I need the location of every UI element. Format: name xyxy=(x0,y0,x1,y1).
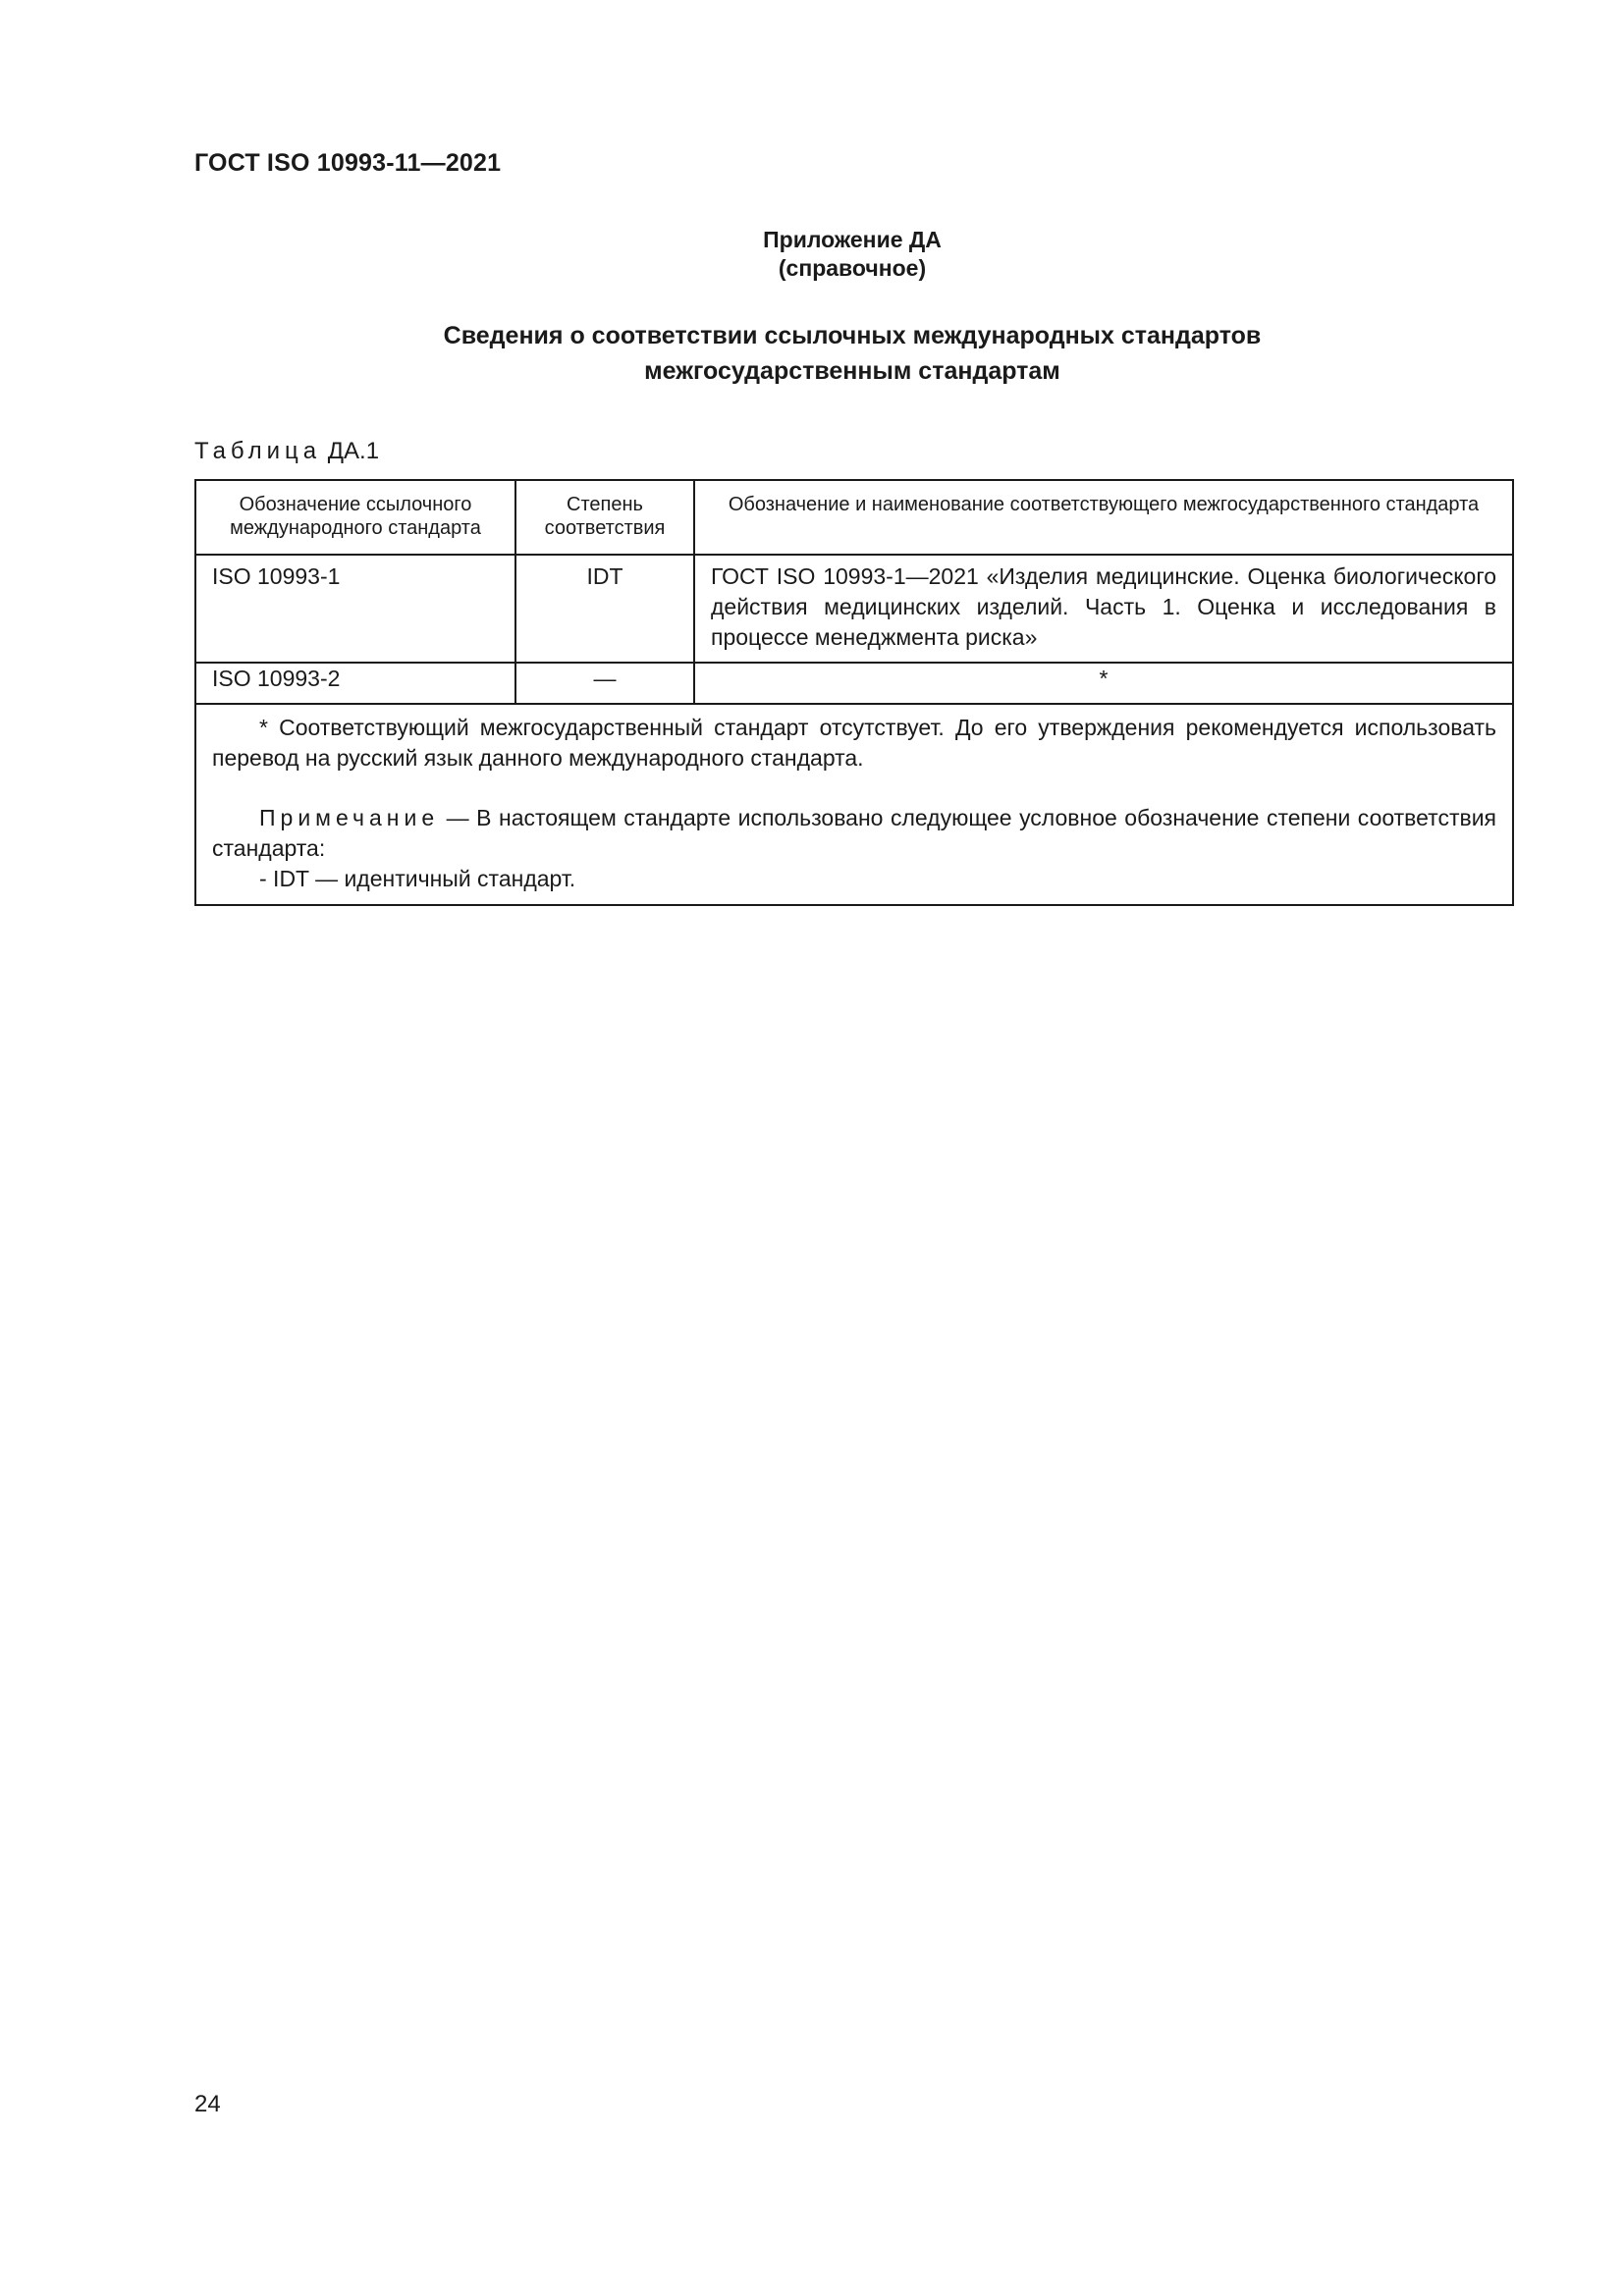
note-paragraph xyxy=(212,803,1496,864)
note-list-item: - IDT — идентичный стандарт. xyxy=(259,866,576,891)
cell-name: ГОСТ ISO 10993-1—2021 «Изделия медицинские. Оценка биологического действия медицинских изделий. Часть 1. Оценка и исследования в процессе менеджмента риска» xyxy=(694,555,1513,663)
table-header-row xyxy=(195,480,1513,555)
annex-heading xyxy=(194,318,1510,389)
column-header-ref: Обозначение ссылочного международного стандарта xyxy=(195,480,515,555)
annex-type: (справочное) xyxy=(778,255,927,281)
note-label: Примечание xyxy=(259,805,440,830)
note-text: — В настоящем стандарте использовано следующее условное обозначение степени соответствия стандарта: xyxy=(212,805,1496,861)
table-row xyxy=(195,555,1513,663)
table-footnote-row xyxy=(195,704,1513,905)
table-caption xyxy=(194,438,379,465)
column-header-degree: Степень соответствия xyxy=(515,480,694,555)
column-header-name: Обозначение и наименование соответствующего межгосударственного стандарта xyxy=(694,480,1513,555)
page-number: 24 xyxy=(194,2091,221,2117)
table-row xyxy=(195,663,1513,704)
cell-name: * xyxy=(694,663,1513,704)
cell-ref: ISO 10993-2 xyxy=(195,663,515,704)
annex-title: Приложение ДА xyxy=(763,227,942,252)
document-code: ГОСТ ISO 10993-11—2021 xyxy=(194,149,502,177)
table-caption-label: Таблица xyxy=(194,438,322,464)
annex-heading-line1: Сведения о соответствии ссылочных международных стандартов xyxy=(443,322,1262,349)
cell-degree: — xyxy=(515,663,694,704)
cell-ref: ISO 10993-1 xyxy=(195,555,515,663)
annex-header xyxy=(194,226,1510,283)
footnote-cell xyxy=(195,704,1513,905)
footnote-text: * Соответствующий межгосударственный стандарт отсутствует. До его утверждения рекомендуется использовать перевод на русский язык данного международного стандарта. xyxy=(212,715,1496,771)
annex-heading-line2: межгосударственным стандартам xyxy=(644,357,1060,385)
cell-degree: IDT xyxy=(515,555,694,663)
table-caption-number: ДА.1 xyxy=(327,438,380,464)
correspondence-table xyxy=(194,479,1514,906)
